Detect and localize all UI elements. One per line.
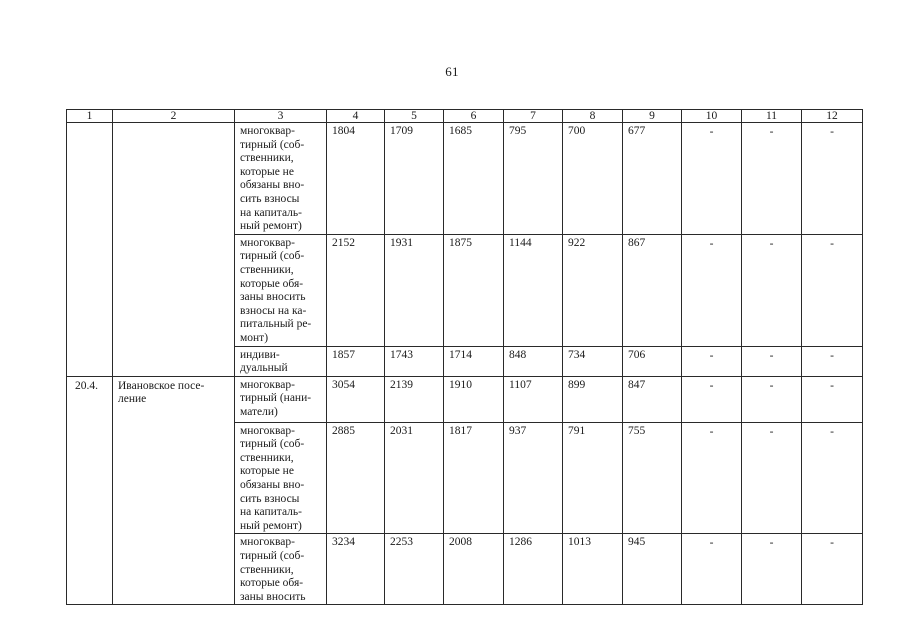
value-cell (563, 346, 623, 376)
housing-type-line: многоквар- (240, 536, 295, 549)
housing-type-line: на капиталь- (240, 206, 302, 219)
value-cell (623, 234, 682, 346)
column-number: 4 (327, 110, 385, 123)
value-cell (682, 123, 742, 235)
housing-type-line: дуальный (240, 362, 288, 375)
row-index: 20.4. (75, 379, 98, 392)
value: 1817 (449, 424, 472, 437)
value-cell (623, 422, 682, 534)
column-number: 3 (235, 110, 327, 123)
column-number: 9 (623, 110, 682, 123)
housing-type-line: тирный (нани- (240, 392, 312, 405)
value: 1857 (332, 348, 355, 361)
value: 3054 (332, 378, 355, 391)
settlement-name-line: ление (118, 393, 147, 406)
housing-type-line: ственники, (240, 451, 294, 464)
value: 867 (628, 236, 646, 249)
value-cell (444, 376, 504, 422)
value-cell (327, 534, 385, 605)
housing-type-line: монт) (240, 331, 269, 344)
column-number: 12 (802, 110, 863, 123)
value: 795 (509, 125, 527, 137)
value-cell (742, 376, 802, 422)
housing-type-cell (235, 123, 327, 235)
value-cell (385, 234, 444, 346)
value-cell (327, 123, 385, 235)
value-cell (444, 234, 504, 346)
housing-type-line: индиви- (240, 348, 280, 361)
value-cell (682, 346, 742, 376)
value-cell (742, 123, 802, 235)
value-cell (563, 422, 623, 534)
value: 700 (568, 125, 586, 137)
housing-type-line: ный ремонт) (240, 220, 302, 233)
value-cell (504, 234, 563, 346)
value-cell (802, 376, 863, 422)
housing-type-line: ственники, (240, 152, 294, 165)
housing-type-line: матели) (240, 405, 278, 418)
value: 899 (568, 378, 586, 391)
housing-type-line: на капиталь- (240, 506, 302, 519)
housing-type-line: которые обя- (240, 577, 304, 590)
value: - (830, 126, 834, 138)
value: - (769, 349, 774, 362)
housing-type-line: многоквар- (240, 424, 295, 437)
value-cell (385, 422, 444, 534)
value-cell (682, 422, 742, 534)
column-number: 11 (742, 110, 802, 123)
housing-type-cell (235, 422, 327, 534)
value-cell (327, 234, 385, 346)
value: 791 (568, 424, 586, 437)
settlement-name-line: Ивановское посе- (118, 379, 205, 392)
value: 1144 (509, 236, 532, 249)
value: 3234 (332, 536, 355, 549)
housing-type-line: питальный ре- (240, 318, 312, 331)
settlement-cell (113, 123, 235, 377)
value-cell (444, 534, 504, 605)
housing-type-line: ный ремонт) (240, 519, 302, 532)
value: 2152 (332, 236, 355, 249)
housing-type-line: тирный (соб- (240, 550, 305, 563)
value-cell (682, 534, 742, 605)
value-cell (802, 534, 863, 605)
value-cell (802, 346, 863, 376)
value-cell (802, 123, 863, 235)
column-number: 2 (113, 110, 235, 123)
value-cell (623, 534, 682, 605)
value: 1286 (509, 536, 532, 549)
value-cell (504, 346, 563, 376)
value-cell (742, 422, 802, 534)
value: 2885 (332, 424, 355, 437)
value: 847 (628, 378, 646, 391)
housing-type-line: заны вносить (240, 590, 306, 603)
value: 2031 (390, 424, 413, 437)
housing-type-cell (235, 534, 327, 605)
tariff-table (66, 109, 863, 605)
value-cell (385, 346, 444, 376)
value: 945 (628, 536, 646, 549)
housing-type-line: которые обя- (240, 277, 304, 290)
value-cell (327, 422, 385, 534)
value: 1804 (332, 125, 355, 137)
value-cell (623, 123, 682, 235)
value-cell (327, 376, 385, 422)
value: - (830, 537, 834, 550)
column-number: 8 (563, 110, 623, 123)
housing-type-line: многоквар- (240, 378, 295, 391)
value-cell (623, 346, 682, 376)
value: - (830, 379, 834, 392)
housing-type-cell (235, 376, 327, 422)
value: 755 (628, 424, 646, 437)
column-number: 6 (444, 110, 504, 123)
value-cell (385, 376, 444, 422)
value-cell (504, 123, 563, 235)
value: - (830, 425, 834, 438)
value: - (709, 126, 714, 138)
row-index-cell (67, 376, 113, 605)
value: - (830, 237, 834, 250)
row-index-cell (67, 123, 113, 377)
value-cell (563, 534, 623, 605)
housing-type-line: обязаны вно- (240, 479, 305, 492)
value-cell (563, 376, 623, 422)
housing-type-line: взносы на ка- (240, 304, 307, 317)
column-number: 1 (67, 110, 113, 123)
value-cell (742, 534, 802, 605)
value-cell (623, 376, 682, 422)
value-cell (327, 346, 385, 376)
value: - (769, 379, 774, 392)
housing-type-line: тирный (соб- (240, 138, 305, 151)
value-cell (802, 234, 863, 346)
value-cell (563, 123, 623, 235)
housing-type-cell (235, 234, 327, 346)
value: 1714 (449, 348, 472, 361)
value: - (709, 349, 714, 362)
value-cell (802, 422, 863, 534)
value: - (709, 537, 714, 550)
housing-type-line: ственники, (240, 563, 294, 576)
housing-type-line: многоквар- (240, 236, 295, 249)
value: 2253 (390, 536, 413, 549)
value-cell (742, 346, 802, 376)
value: 2008 (449, 536, 472, 549)
page-number: 61 (445, 64, 459, 79)
value: 1685 (449, 125, 472, 137)
value-cell (682, 234, 742, 346)
value-cell (385, 534, 444, 605)
housing-type-line: обязаны вно- (240, 179, 305, 192)
value: - (709, 379, 714, 392)
table-row (67, 123, 863, 235)
housing-type-line: ственники, (240, 263, 294, 276)
housing-type-cell (235, 346, 327, 376)
value-cell (504, 376, 563, 422)
housing-type-line: тирный (соб- (240, 250, 305, 263)
column-number: 5 (385, 110, 444, 123)
value: 1875 (449, 236, 472, 249)
value: - (709, 425, 714, 438)
value: 2139 (390, 378, 413, 391)
value: 1910 (449, 378, 472, 391)
housing-type-line: тирный (соб- (240, 438, 305, 451)
value: - (769, 237, 774, 250)
settlement-cell (113, 376, 235, 605)
value: 848 (509, 348, 527, 361)
value-cell (504, 422, 563, 534)
housing-type-line: сить взносы (240, 492, 300, 505)
housing-type-line: многоквар- (240, 125, 295, 137)
value: - (709, 237, 714, 250)
value: 937 (509, 424, 527, 437)
value-cell (444, 123, 504, 235)
value: 1709 (390, 125, 413, 137)
value: 1013 (568, 536, 591, 549)
value: 706 (628, 348, 646, 361)
value-cell (742, 234, 802, 346)
value: 677 (628, 125, 646, 137)
value: 1107 (509, 378, 532, 391)
housing-type-line: которые не (240, 165, 294, 178)
column-number: 7 (504, 110, 563, 123)
value-cell (682, 376, 742, 422)
value: 1743 (390, 348, 413, 361)
value-cell (444, 346, 504, 376)
column-number: 10 (682, 110, 742, 123)
value-cell (563, 234, 623, 346)
value: - (769, 126, 774, 138)
value: 922 (568, 236, 586, 249)
housing-type-line: которые не (240, 465, 294, 478)
value: - (769, 537, 774, 550)
value-cell (504, 534, 563, 605)
housing-type-line: сить взносы (240, 192, 300, 205)
housing-type-line: заны вносить (240, 291, 306, 304)
value: 1931 (390, 236, 413, 249)
column-number-row (67, 110, 863, 123)
table-row (67, 376, 863, 422)
value: 734 (568, 348, 586, 361)
value-cell (385, 123, 444, 235)
value: - (769, 425, 774, 438)
value: - (830, 349, 834, 362)
value-cell (444, 422, 504, 534)
